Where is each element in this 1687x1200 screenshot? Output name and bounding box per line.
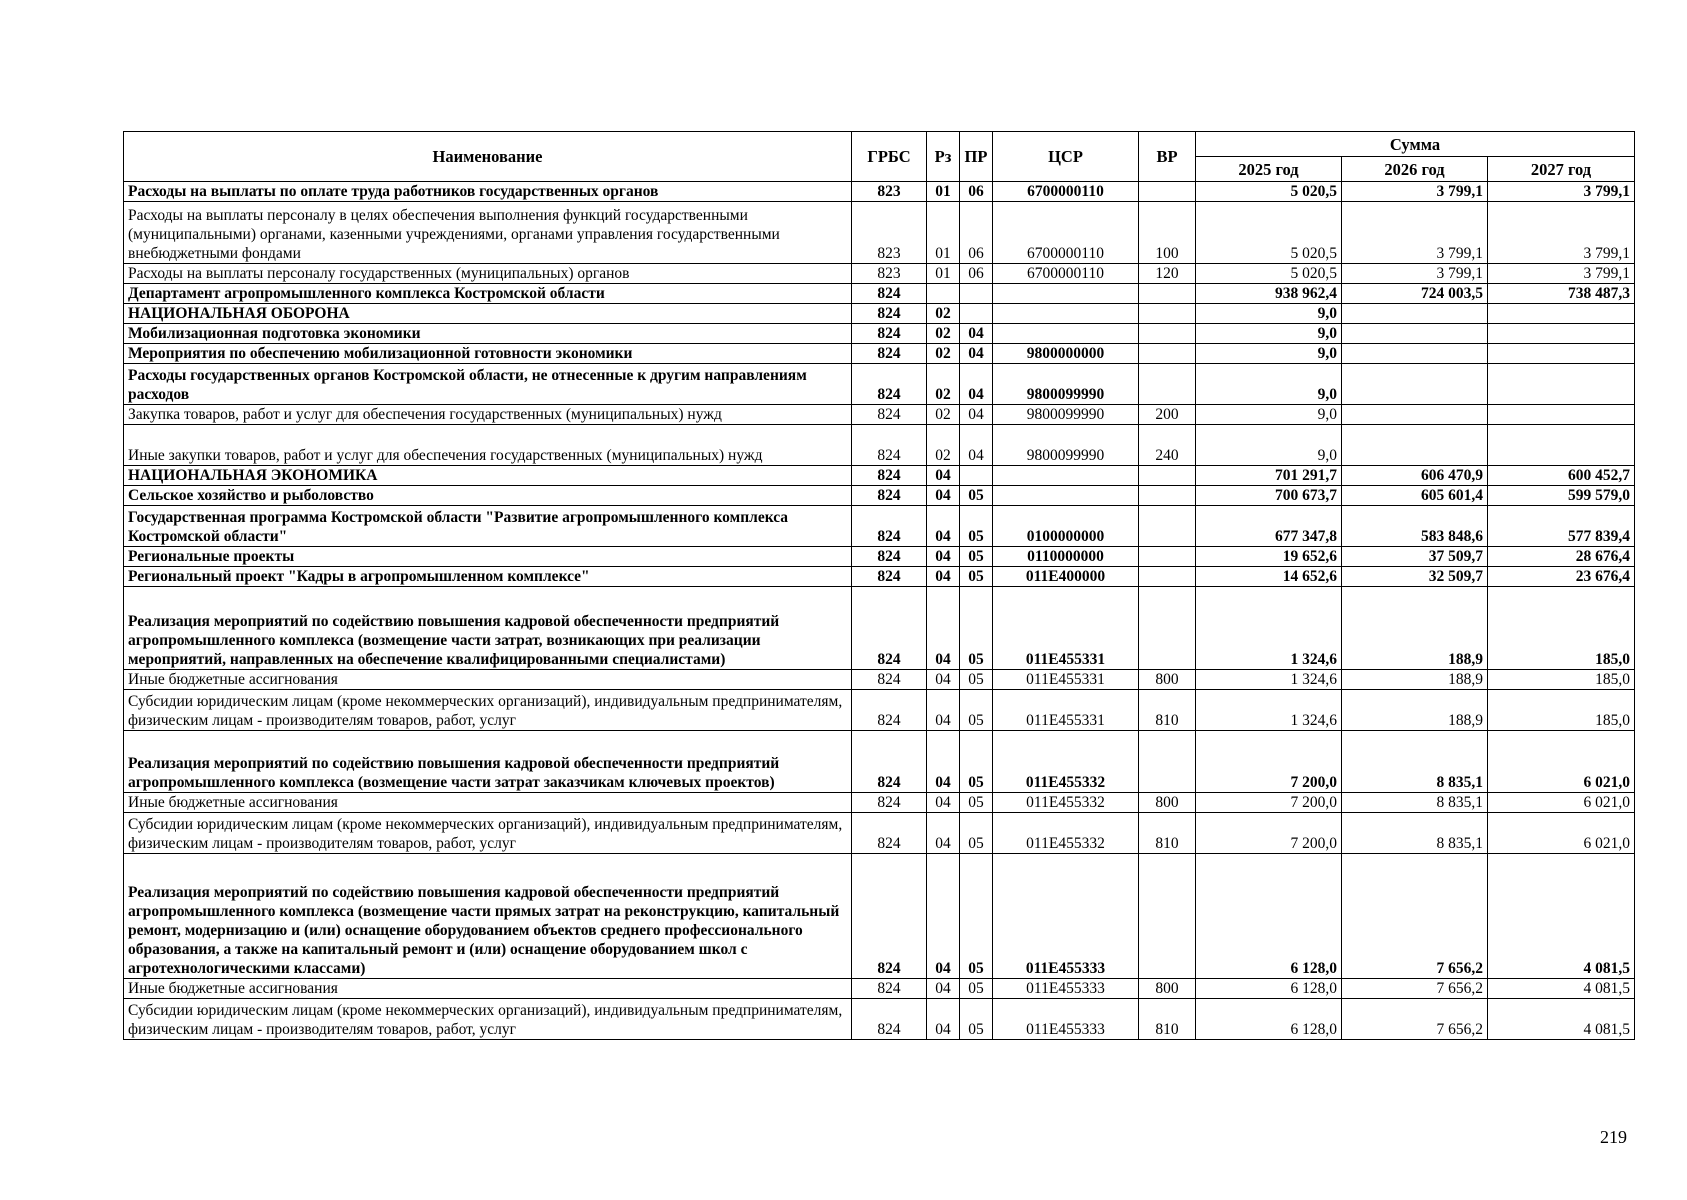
row-amount-2025: 19 652,6 [1196,547,1342,567]
row-pr: 05 [960,670,993,690]
row-pr [960,466,993,486]
row-pr: 05 [960,690,993,731]
row-grbs: 824 [852,999,927,1040]
row-rz: 04 [927,793,960,813]
row-vr: 240 [1139,425,1196,466]
row-amount-2026: 605 601,4 [1342,486,1488,506]
row-amount-2027: 185,0 [1488,587,1635,670]
row-rz: 01 [927,264,960,284]
row-pr: 04 [960,364,993,405]
row-amount-2026: 8 835,1 [1342,793,1488,813]
row-amount-2026: 188,9 [1342,587,1488,670]
row-grbs: 824 [852,324,927,344]
row-name: Субсидии юридическим лицам (кроме некоммерческих организаций), индивидуальным предпринимателям, физическим лицам - производителям товаров, работ, услуг [124,999,852,1040]
row-amount-2025: 7 200,0 [1196,793,1342,813]
row-amount-2026: 8 835,1 [1342,813,1488,854]
row-pr: 05 [960,731,993,793]
row-grbs: 824 [852,813,927,854]
table-row [124,690,1635,731]
row-csr [993,304,1139,324]
table-row [124,284,1635,304]
row-pr: 05 [960,979,993,999]
row-name: Реализация мероприятий по содействию повышения кадровой обеспеченности предприятий агропромышленного комплекса (возмещение части затрат заказчикам ключевых проектов) [124,731,852,793]
row-csr: 011E455331 [993,690,1139,731]
header-grbs: ГРБС [852,132,927,182]
row-pr: 06 [960,182,993,202]
row-pr: 04 [960,344,993,364]
row-csr: 9800000000 [993,344,1139,364]
row-name: Мероприятия по обеспечению мобилизационной готовности экономики [124,344,852,364]
header-vr: ВР [1139,132,1196,182]
row-pr [960,284,993,304]
table-row [124,793,1635,813]
header-year-2027: 2027 год [1488,157,1635,182]
table-row [124,854,1635,979]
header-name: Наименование [124,132,852,182]
row-amount-2026: 188,9 [1342,670,1488,690]
row-name: НАЦИОНАЛЬНАЯ ОБОРОНА [124,304,852,324]
row-amount-2027: 28 676,4 [1488,547,1635,567]
row-csr [993,284,1139,304]
row-rz: 02 [927,344,960,364]
table-row [124,567,1635,587]
row-amount-2026 [1342,364,1488,405]
row-amount-2027 [1488,304,1635,324]
row-amount-2026 [1342,425,1488,466]
row-csr: 6700000110 [993,264,1139,284]
row-rz: 02 [927,425,960,466]
table-row [124,405,1635,425]
row-name: Расходы государственных органов Костромской области, не отнесенные к другим направлениям расходов [124,364,852,405]
row-amount-2025: 9,0 [1196,405,1342,425]
row-amount-2025: 1 324,6 [1196,690,1342,731]
row-pr: 04 [960,324,993,344]
row-pr: 06 [960,264,993,284]
table-row [124,999,1635,1040]
table-row [124,506,1635,547]
row-grbs: 824 [852,979,927,999]
row-rz: 02 [927,324,960,344]
row-amount-2027: 3 799,1 [1488,202,1635,264]
row-amount-2025: 9,0 [1196,364,1342,405]
row-amount-2025: 9,0 [1196,324,1342,344]
row-amount-2025: 9,0 [1196,344,1342,364]
row-amount-2027: 23 676,4 [1488,567,1635,587]
row-vr: 800 [1139,793,1196,813]
row-amount-2026: 188,9 [1342,690,1488,731]
row-amount-2025: 6 128,0 [1196,999,1342,1040]
row-rz: 04 [927,979,960,999]
row-rz: 04 [927,813,960,854]
row-vr [1139,547,1196,567]
row-csr: 011E455332 [993,793,1139,813]
row-vr [1139,324,1196,344]
row-csr: 011E455331 [993,670,1139,690]
header-pr: ПР [960,132,993,182]
row-csr: 011E455333 [993,979,1139,999]
row-amount-2027 [1488,324,1635,344]
row-amount-2027: 4 081,5 [1488,979,1635,999]
row-amount-2025: 9,0 [1196,425,1342,466]
row-vr [1139,506,1196,547]
row-rz: 04 [927,690,960,731]
table-row [124,731,1635,793]
row-grbs: 824 [852,547,927,567]
row-name: Расходы на выплаты персоналу государственных (муниципальных) органов [124,264,852,284]
table-row [124,979,1635,999]
row-amount-2027: 4 081,5 [1488,854,1635,979]
table-row [124,202,1635,264]
row-amount-2027: 185,0 [1488,690,1635,731]
row-amount-2026: 7 656,2 [1342,854,1488,979]
table-header [124,132,1635,182]
row-rz: 04 [927,466,960,486]
table-row [124,304,1635,324]
row-pr: 04 [960,425,993,466]
row-name: Мобилизационная подготовка экономики [124,324,852,344]
row-amount-2027: 600 452,7 [1488,466,1635,486]
row-name: Субсидии юридическим лицам (кроме некоммерческих организаций), индивидуальным предпринимателям, физическим лицам - производителям товаров, работ, услуг [124,690,852,731]
row-rz: 02 [927,304,960,324]
row-vr: 100 [1139,202,1196,264]
table-row [124,587,1635,670]
row-vr: 200 [1139,405,1196,425]
row-vr [1139,364,1196,405]
table-row [124,466,1635,486]
row-amount-2027: 6 021,0 [1488,813,1635,854]
row-name: Государственная программа Костромской области "Развитие агропромышленного комплекса Костромской области" [124,506,852,547]
row-amount-2026: 37 509,7 [1342,547,1488,567]
row-amount-2025: 1 324,6 [1196,670,1342,690]
row-name: Субсидии юридическим лицам (кроме некоммерческих организаций), индивидуальным предпринимателям, физическим лицам - производителям товаров, работ, услуг [124,813,852,854]
row-grbs: 823 [852,202,927,264]
row-grbs: 824 [852,486,927,506]
table-row [124,264,1635,284]
row-csr: 6700000110 [993,182,1139,202]
header-year-2025: 2025 год [1196,157,1342,182]
row-vr [1139,466,1196,486]
row-pr: 05 [960,567,993,587]
row-pr: 05 [960,854,993,979]
row-amount-2027 [1488,425,1635,466]
table-row [124,813,1635,854]
row-amount-2027: 738 487,3 [1488,284,1635,304]
row-pr: 04 [960,405,993,425]
row-name: НАЦИОНАЛЬНАЯ ЭКОНОМИКА [124,466,852,486]
row-amount-2025: 938 962,4 [1196,284,1342,304]
header-rz: Рз [927,132,960,182]
row-vr [1139,304,1196,324]
row-csr: 011E455333 [993,999,1139,1040]
row-name: Реализация мероприятий по содействию повышения кадровой обеспеченности предприятий агропромышленного комплекса (возмещение части затрат, возникающих при реализации мероприятий, направленных на обеспечение квалифицированными специалистами) [124,587,852,670]
row-csr: 0100000000 [993,506,1139,547]
row-amount-2025: 701 291,7 [1196,466,1342,486]
row-amount-2027: 3 799,1 [1488,182,1635,202]
row-amount-2025: 1 324,6 [1196,587,1342,670]
table-row [124,182,1635,202]
table-row [124,364,1635,405]
row-amount-2026: 606 470,9 [1342,466,1488,486]
row-vr [1139,731,1196,793]
row-vr [1139,486,1196,506]
row-grbs: 824 [852,587,927,670]
row-name: Реализация мероприятий по содействию повышения кадровой обеспеченности предприятий агропромышленного комплекса (возмещение части прямых затрат на реконструкцию, капитальный ремонт, модернизацию и (или) оснащение оборудованием объектов среднего профессионального образования, а также на капитальный ремонт и (или) оснащение оборудованием школ с агротехнологическими классами) [124,854,852,979]
row-amount-2026 [1342,324,1488,344]
row-rz: 04 [927,587,960,670]
row-grbs: 824 [852,567,927,587]
row-amount-2027 [1488,405,1635,425]
row-pr: 06 [960,202,993,264]
row-vr: 800 [1139,979,1196,999]
row-grbs: 824 [852,793,927,813]
row-grbs: 824 [852,284,927,304]
row-rz: 01 [927,202,960,264]
row-rz: 02 [927,364,960,405]
row-amount-2027: 185,0 [1488,670,1635,690]
row-amount-2026: 32 509,7 [1342,567,1488,587]
row-amount-2025: 5 020,5 [1196,182,1342,202]
row-pr: 05 [960,587,993,670]
row-name: Иные закупки товаров, работ и услуг для обеспечения государственных (муниципальных) нужд [124,425,852,466]
table-row [124,547,1635,567]
row-name: Иные бюджетные ассигнования [124,793,852,813]
row-name: Региональный проект "Кадры в агропромышленном комплексе" [124,567,852,587]
row-vr [1139,854,1196,979]
row-vr [1139,567,1196,587]
row-amount-2026 [1342,304,1488,324]
row-amount-2026: 7 656,2 [1342,979,1488,999]
table-row [124,425,1635,466]
row-amount-2025: 6 128,0 [1196,979,1342,999]
row-amount-2027: 3 799,1 [1488,264,1635,284]
table-body [124,182,1635,1040]
row-grbs: 824 [852,690,927,731]
row-amount-2025: 700 673,7 [1196,486,1342,506]
table-row [124,344,1635,364]
row-name: Расходы на выплаты персоналу в целях обеспечения выполнения функций государственными (муниципальными) органами, казенными учреждениями, органами управления государственными внебюджетными фондами [124,202,852,264]
row-grbs: 824 [852,304,927,324]
row-name: Департамент агропромышленного комплекса Костромской области [124,284,852,304]
row-amount-2027 [1488,364,1635,405]
row-amount-2026: 3 799,1 [1342,264,1488,284]
row-pr: 05 [960,813,993,854]
row-amount-2025: 9,0 [1196,304,1342,324]
row-csr: 011E455332 [993,813,1139,854]
row-name: Расходы на выплаты по оплате труда работников государственных органов [124,182,852,202]
row-grbs: 823 [852,182,927,202]
row-rz: 04 [927,506,960,547]
row-rz: 04 [927,854,960,979]
row-csr: 9800099990 [993,364,1139,405]
row-amount-2025: 14 652,6 [1196,567,1342,587]
row-name: Закупка товаров, работ и услуг для обеспечения государственных (муниципальных) нужд [124,405,852,425]
row-rz: 04 [927,547,960,567]
row-csr: 011E400000 [993,567,1139,587]
row-amount-2026: 7 656,2 [1342,999,1488,1040]
table-row [124,486,1635,506]
row-amount-2025: 6 128,0 [1196,854,1342,979]
row-pr: 05 [960,547,993,567]
row-amount-2027: 6 021,0 [1488,793,1635,813]
row-csr: 011E455333 [993,854,1139,979]
row-pr: 05 [960,999,993,1040]
row-grbs: 824 [852,670,927,690]
row-amount-2027 [1488,344,1635,364]
row-amount-2025: 7 200,0 [1196,813,1342,854]
budget-table [123,131,1635,1040]
row-grbs: 824 [852,506,927,547]
row-rz: 04 [927,670,960,690]
row-grbs: 824 [852,731,927,793]
row-csr [993,466,1139,486]
row-grbs: 824 [852,425,927,466]
row-vr: 810 [1139,999,1196,1040]
row-rz: 04 [927,567,960,587]
row-rz: 02 [927,405,960,425]
row-amount-2026: 583 848,6 [1342,506,1488,547]
row-rz: 04 [927,731,960,793]
row-vr: 810 [1139,690,1196,731]
row-vr: 120 [1139,264,1196,284]
row-pr [960,304,993,324]
row-amount-2026: 3 799,1 [1342,202,1488,264]
row-csr: 011E455332 [993,731,1139,793]
row-grbs: 824 [852,344,927,364]
page-number: 219 [1600,1127,1627,1147]
row-amount-2026: 3 799,1 [1342,182,1488,202]
row-vr: 810 [1139,813,1196,854]
row-amount-2027: 4 081,5 [1488,999,1635,1040]
row-csr: 011E455331 [993,587,1139,670]
row-name: Региональные проекты [124,547,852,567]
row-pr: 05 [960,506,993,547]
row-amount-2026 [1342,344,1488,364]
row-csr: 6700000110 [993,202,1139,264]
row-amount-2027: 599 579,0 [1488,486,1635,506]
row-vr [1139,587,1196,670]
row-grbs: 824 [852,466,927,486]
header-sum: Сумма [1196,132,1635,157]
row-csr [993,486,1139,506]
row-amount-2025: 7 200,0 [1196,731,1342,793]
row-amount-2026: 8 835,1 [1342,731,1488,793]
row-grbs: 824 [852,854,927,979]
row-vr [1139,284,1196,304]
row-vr: 800 [1139,670,1196,690]
row-csr [993,324,1139,344]
header-csr: ЦСР [993,132,1139,182]
row-amount-2026 [1342,405,1488,425]
row-name: Иные бюджетные ассигнования [124,670,852,690]
row-grbs: 823 [852,264,927,284]
row-vr [1139,344,1196,364]
row-csr: 0110000000 [993,547,1139,567]
row-csr: 9800099990 [993,425,1139,466]
row-pr: 05 [960,486,993,506]
row-rz [927,284,960,304]
row-rz: 04 [927,999,960,1040]
table-row [124,670,1635,690]
header-year-2026: 2026 год [1342,157,1488,182]
row-amount-2026: 724 003,5 [1342,284,1488,304]
row-amount-2027: 577 839,4 [1488,506,1635,547]
row-rz: 04 [927,486,960,506]
row-grbs: 824 [852,364,927,405]
row-rz: 01 [927,182,960,202]
row-name: Иные бюджетные ассигнования [124,979,852,999]
row-vr [1139,182,1196,202]
row-amount-2025: 5 020,5 [1196,264,1342,284]
row-amount-2027: 6 021,0 [1488,731,1635,793]
row-pr: 05 [960,793,993,813]
row-grbs: 824 [852,405,927,425]
table-row [124,324,1635,344]
row-csr: 9800099990 [993,405,1139,425]
row-amount-2025: 677 347,8 [1196,506,1342,547]
row-name: Сельское хозяйство и рыболовство [124,486,852,506]
row-amount-2025: 5 020,5 [1196,202,1342,264]
